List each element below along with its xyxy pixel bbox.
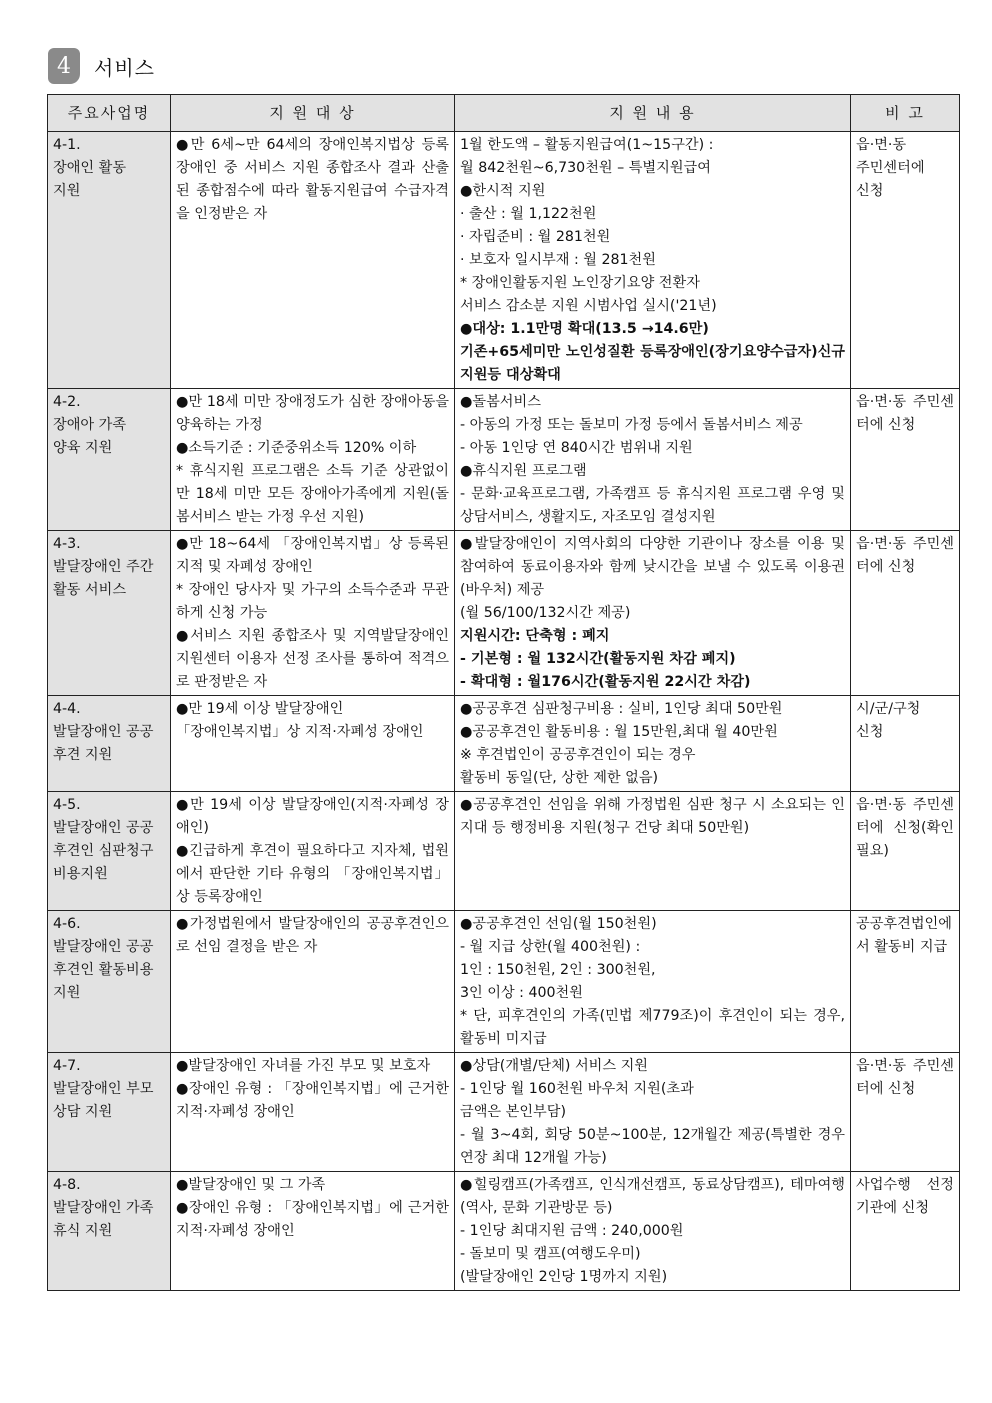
program-name-cell-line: 장애인 활동 [53,160,127,176]
note-cell [851,792,960,911]
content-cell-line: ●상담(개별/단체) 서비스 지원 [460,1058,649,1074]
content-cell-line: ●공공후견 심판청구비용 : 실비, 1인당 최대 50만원 [460,701,783,717]
content-cell [455,132,851,389]
content-cell [455,389,851,531]
content-cell-line: ●공공후견인 선임을 위해 가정법원 심판 청구 시 소요되는 인지대 등 행정비용 지원(청구 건당 최대 50만원) [460,797,845,836]
content-cell-line: - 아동 1인당 연 840시간 범위내 지원 [460,440,693,456]
table-row [48,531,960,696]
table-row [48,696,960,792]
content-cell-line: - 돌보미 및 캠프(여행도우미) [460,1246,641,1262]
target-cell-line: ●서비스 지원 종합조사 및 지역발달장애인지원센터 이용자 선정 조사를 통하여 적격으로 판정받은 자 [176,628,449,690]
target-cell [171,531,455,696]
section-title: 서비스 [94,55,155,80]
table-row [48,792,960,911]
note-cell-line: 주민센터에 [856,160,925,176]
program-name-cell-line: 발달장애인 공공후견인 활동비용지원 [53,939,154,1001]
content-cell-line: - 문화·교육프로그램, 가족캠프 등 휴식지원 프로그램 우영 및 상담서비스, 생활지도, 자조모임 결성지원 [460,486,845,525]
header-target: 지 원 대 상 [171,95,455,132]
content-cell-line: * 장애인활동지원 노인장기요양 전환자 [460,275,700,291]
program-name-cell-line: 발달장애인 부모상담 지원 [53,1081,154,1120]
content-cell-line: - 1인당 월 160천원 바우처 지원(초과 [460,1081,694,1097]
content-cell-line: (월 56/100/132시간 제공) [460,605,631,621]
program-name-cell [48,911,171,1053]
target-cell [171,1172,455,1291]
target-cell-line: ●발달장애인 자녀를 가진 부모 및 보호자 [176,1058,431,1074]
content-cell-line: ※ 후견법인이 공공후견인이 되는 경우 [460,747,696,763]
content-cell-line: 금액은 본인부담) [460,1104,566,1120]
content-cell-line: 서비스 감소분 지원 시범사업 실시('21년) [460,298,717,314]
target-cell-line: ●발달장애인 및 그 가족 [176,1177,326,1193]
content-cell-line: ●공공후견인 활동비용 : 월 15만원,최대 월 40만원 [460,724,778,740]
content-cell [455,696,851,792]
note-cell-line: 공공후견법인에서 활동비 지급 [856,916,952,955]
target-cell [171,132,455,389]
program-name-cell-line: 4-7. [53,1058,81,1074]
note-cell [851,531,960,696]
note-cell-line: 신청 [856,724,884,740]
content-cell-line: - 월 3~4회, 회당 50분~100분, 12개월간 제공(특별한 경우 연장 최대 12개월 가능) [460,1127,845,1166]
note-cell [851,132,960,389]
content-cell-line: 1월 한도액 – 활동지원급여(1~15구간) : [460,137,714,153]
content-cell-line: - 1인당 최대지원 금액 : 240,000원 [460,1223,684,1239]
content-cell-line: - 기본형 : 월 132시간(활동지원 차감 폐지) [460,651,736,667]
services-table [47,94,960,1291]
content-cell-line: 월 842천원~6,730천원 – 특별지원급여 [460,160,711,176]
section-number-badge: 4 [48,48,80,84]
target-cell-line: ●가정법원에서 발달장애인의 공공후견인으로 선임 결정을 받은 자 [176,916,449,955]
program-name-cell-line: 발달장애인 공공후견인 심판청구 비용지원 [53,820,154,882]
target-cell [171,696,455,792]
target-cell-line: ●만 19세 이상 발달장애인(지적·자폐성 장애인) [176,797,449,836]
content-cell [455,1172,851,1291]
target-cell-line: * 휴식지원 프로그램은 소득 기준 상관없이 만 18세 미만 모든 장애아가족에게 지원(돌봄서비스 받는 가정 우선 지원) [176,463,449,525]
target-cell-line: * 장애인 당사자 및 가구의 소득수준과 무관하게 신청 가능 [176,582,449,621]
program-name-cell [48,1053,171,1172]
header-content: 지 원 내 용 [455,95,851,132]
target-cell-line: ●만 6세~만 64세의 장애인복지법상 등록장애인 중 서비스 지원 종합조사 결과 산출된 종합점수에 따라 활동지원급여 수급자격을 인정받은 자 [176,137,449,222]
header-note: 비 고 [851,95,960,132]
note-cell [851,1053,960,1172]
target-cell-line: ●긴급하게 후견이 필요하다고 지자체, 법원에서 판단한 기타 유형의 「장애인복지법」상 등록장애인 [176,843,449,905]
target-cell-line: 「장애인복지법」상 지적·자폐성 장애인 [176,724,424,740]
note-cell-line: 읍·면·동 주민센터에 신청 [856,394,954,433]
program-name-cell-line: 4-6. [53,916,81,932]
note-cell-line: 읍·면·동 주민센터에 신청 [856,1058,954,1097]
target-cell [171,911,455,1053]
note-cell [851,1172,960,1291]
note-cell [851,696,960,792]
content-cell-line: ●한시적 지원 [460,183,546,199]
note-cell-line: 읍·면·동 [856,137,907,153]
content-cell-line: ●대상: 1.1만명 확대(13.5 →14.6만) [460,321,709,337]
note-cell [851,389,960,531]
program-name-cell-line: 양육 지원 [53,440,113,456]
content-cell-line: ●공공후견인 선임(월 150천원) [460,916,657,932]
table-row [48,132,960,389]
target-cell [171,1053,455,1172]
content-cell-line: ●발달장애인이 지역사회의 다양한 기관이나 장소를 이용 및 참여하여 동료이용자와 함께 낮시간을 보낼 수 있도록 이용권(바우처) 제공 [460,536,845,598]
program-name-cell-line: 발달장애인 가족 휴식 지원 [53,1200,154,1239]
target-cell [171,792,455,911]
table-row [48,911,960,1053]
target-cell-line: ●만 19세 이상 발달장애인 [176,701,344,717]
target-cell [171,389,455,531]
content-cell-line: - 아동의 가정 또는 돌보미 가정 등에서 돌봄서비스 제공 [460,417,803,433]
program-name-cell [48,389,171,531]
target-cell-line: ●장애인 유형 : 「장애인복지법」에 근거한 지적·자폐성 장애인 [176,1081,449,1120]
content-cell-line: 기존+65세미만 노인성질환 등록장애인(장기요양수급자)신규지원등 대상확대 [460,344,845,383]
section-header [48,46,155,86]
table-row [48,389,960,531]
content-cell-line: · 출산 : 월 1,122천원 [460,206,597,222]
program-name-cell [48,696,171,792]
note-cell-line: 읍·면·동 주민센터에 신청 [856,536,954,575]
program-name-cell-line: 4-3. [53,536,81,552]
target-cell-line: ●만 18세 미만 장애정도가 심한 장애아동을 양육하는 가정 [176,394,449,433]
content-cell-line: ●휴식지원 프로그램 [460,463,587,479]
content-cell [455,531,851,696]
content-cell-line: ●돌봄서비스 [460,394,541,410]
note-cell-line: 읍·면·동 주민센터에 신청(확인필요) [856,797,954,859]
content-cell-line: - 확대형 : 월176시간(활동지원 22시간 차감) [460,674,751,690]
note-cell [851,911,960,1053]
table-row [48,1053,960,1172]
note-cell-line: 신청 [856,183,884,199]
content-cell [455,911,851,1053]
content-cell-line: · 보호자 일시부재 : 월 281천원 [460,252,656,268]
program-name-cell [48,792,171,911]
table-header-row [48,95,960,132]
program-name-cell-line: 4-4. [53,701,81,717]
target-cell-line: ●만 18~64세 「장애인복지법」상 등록된 지적 및 자폐성 장애인 [176,536,449,575]
program-name-cell-line: 발달장애인 공공후견 지원 [53,724,154,763]
content-cell [455,792,851,911]
target-cell-line: ●장애인 유형 : 「장애인복지법」에 근거한 지적·자폐성 장애인 [176,1200,449,1239]
program-name-cell-line: 지원 [53,183,81,199]
content-cell-line: 1인 : 150천원, 2인 : 300천원, [460,962,656,978]
program-name-cell [48,531,171,696]
program-name-cell [48,1172,171,1291]
header-program: 주요사업명 [48,95,171,132]
program-name-cell-line: 4-8. [53,1177,81,1193]
program-name-cell-line: 4-5. [53,797,81,813]
content-cell [455,1053,851,1172]
program-name-cell-line: 4-2. [53,394,81,410]
content-cell-line: 3인 이상 : 400천원 [460,985,583,1001]
program-name-cell-line: 발달장애인 주간활동 서비스 [53,559,154,598]
content-cell-line: 활동비 동일(단, 상한 제한 없음) [460,770,659,786]
note-cell-line: 사업수행 선정기관에 신청 [856,1177,954,1216]
content-cell-line: (발달장애인 2인당 1명까지 지원) [460,1269,668,1285]
program-name-cell-line: 장애아 가족 [53,417,127,433]
content-cell-line: * 단, 피후견인의 가족(민법 제779조)이 후견인이 되는 경우, 활동비 미지급 [460,1008,845,1047]
note-cell-line: 시/군/구청 [856,701,921,717]
program-name-cell-line: 4-1. [53,137,81,153]
program-name-cell [48,132,171,389]
target-cell-line: ●소득기준 : 기준중위소득 120% 이하 [176,440,417,456]
content-cell-line: 지원시간: 단축형 : 폐지 [460,628,610,644]
content-cell-line: · 자립준비 : 월 281천원 [460,229,611,245]
content-cell-line: ●힐링캠프(가족캠프, 인식개선캠프, 동료상담캠프), 테마여행(역사, 문화 기관방문 등) [460,1177,845,1216]
content-cell-line: - 월 지급 상한(월 400천원) : [460,939,641,955]
table-row [48,1172,960,1291]
